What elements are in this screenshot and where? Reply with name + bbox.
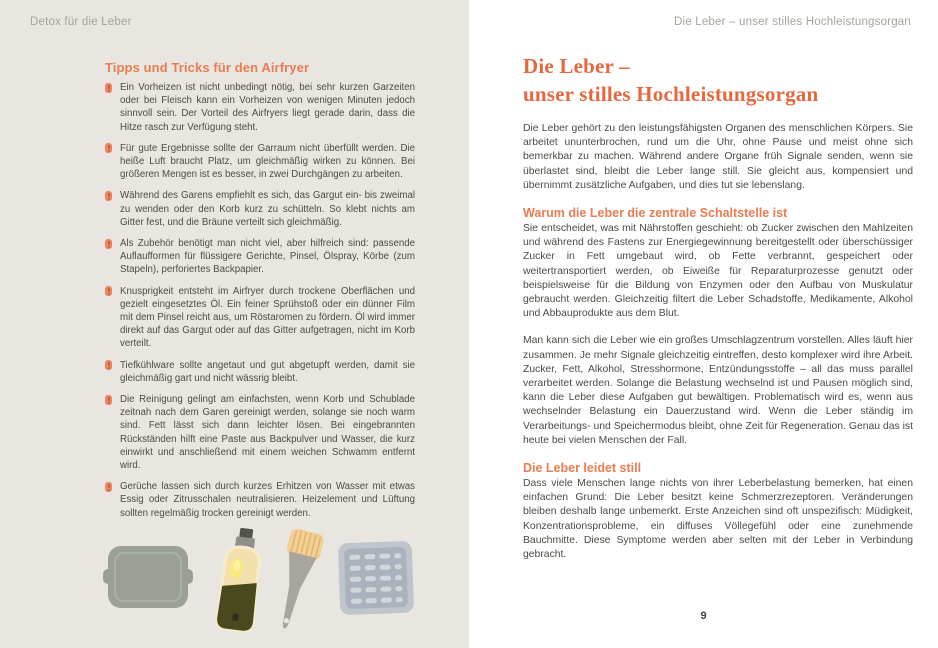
body-paragraph: Man kann sich die Leber wie ein großes Umschlagzentrum vorstellen. Alles läuft hier zusammen. Je mehr Signale gleichzeitig eintreffen, desto komplexer wird ihre Arbeit. Zucker, Fett, Alkohol, Stresshormone, Entzündungsstoffe – all das muss parallel verarbeitet werden. Solange die Belastung wechselnd ist und Pausen möglich sind, kann die Leber diese Aufgaben gut bewältigen. Problematisch wird es, wenn aus wechselnder Belastung ein Dauerzustand wird. Wenn die Leber ständig im Verarbeitungs- und Speichermodus bleibt, ohne Zeit für Regeneration. Genau das ist heute bei vielen Menschen der Fall. — [523, 335, 913, 446]
intro-paragraph: Die Leber gehört zu den leistungsfähigsten Organen des menschlichen Körpers. Sie arbeitet ununterbrochen, rund um die Uhr, ohne Pause und meist ohne sich bemerkbar zu machen. Während andere Organe früh Signale senden, wenn sie überlastet sind, bleibt die Leber lange still. Sie gleicht aus, kompensiert und übernimmt zusätzliche Aufgaben, und dies tut sie lebenslang. — [523, 123, 913, 191]
kitchen-tools-illustration — [97, 528, 419, 634]
exclamation-bullet-icon — [105, 83, 112, 93]
exclamation-bullet-icon — [105, 239, 112, 249]
tip-item — [105, 81, 415, 134]
exclamation-bullet-icon — [105, 143, 112, 153]
perforated-tray-icon — [338, 541, 414, 616]
tip-item — [105, 359, 415, 385]
right-running-header: Die Leber – unser stilles Hochleistungsorgan — [673, 16, 911, 28]
tip-text: Knusprigkeit entsteht im Airfryer durch trockene Oberflächen und gezielt eingesetztes Öl. Ein feiner Sprühstoß oder ein dünner Film mit dem Pinsel reicht aus, um Röstaromen zu fördern. Öl wird immer direkt auf das Gargut oder auf das Gitter aufgetragen, nicht im Korb verteilt. — [120, 285, 415, 350]
chapter-title — [523, 52, 913, 108]
body-paragraph: Dass viele Menschen lange nichts von ihrer Leberbelastung bemerken, hat einen einfachen Grund: Die Leber besitzt keine Schmerzrezeptoren. Veränderungen bleiben deshalb lange unbemerkt. Erste Anzeichen sind oft unspezifisch: Müdigkeit, Konzentrationsprobleme, ein diffuses Völlegefühl oder eine zunehmende Bauchmitte. Diese Symptome werden aber selten mit der Leber in Verbindung gebracht. — [523, 478, 913, 561]
tip-text: Als Zubehör benötigt man nicht viel, aber hilfreich sind: passende Auflaufformen für flüssigere Gerichte, Pinsel, Ölspray, Körbe (zum Stapeln), perforiertes Backpapier. — [120, 238, 415, 276]
exclamation-bullet-icon — [105, 191, 112, 201]
tip-item — [105, 189, 415, 229]
tip-text: Für gute Ergebnisse sollte der Garraum nicht überfüllt werden. Die heiße Luft braucht Platz, um gleichmäßig wirken zu können. Bei größeren Mengen ist es besser, in zwei Durchgängen zu arbeiten. — [120, 142, 415, 181]
left-running-header: Detox für die Leber — [30, 16, 132, 28]
tip-item — [105, 285, 415, 351]
tip-text: Während des Garens empfiehlt es sich, das Gargut ein- bis zweimal zu wenden oder den Korb kurz zu schütteln. So klebt nichts am Gitter fest, und die Bräune verteilt sich gleichmäßig. — [120, 190, 415, 228]
tip-text: Gerüche lassen sich durch kurzes Erhitzen von Wasser mit etwas Essig oder Zitrusschalen neutralisieren. Heizelement und Lüftung sollten regelmäßig trocken gereinigt werden. — [120, 481, 415, 519]
pastry-brush-icon — [269, 528, 325, 634]
tip-text: Die Reinigung gelingt am einfachsten, wenn Korb und Schublade zeitnah nach dem Garen gereinigt werden, solange sie noch warm sind. Fett lässt sich dann leichter lösen. Bei eingebrannten Rückständen hilft eine Paste aus Backpulver und Wasser, die kurz einwirkt und anschließend mit einem weichen Schwamm entfernt wird. — [120, 394, 415, 472]
body-paragraph: Sie entscheidet, was mit Nährstoffen geschieht: ob Zucker zwischen den Mahlzeiten und während des Fastens zur Energiegewinnung bereitgestellt oder überschüssiger Zucker in Fett umgebaut wird, ob Fette verbrannt, gespeichert oder weitertransportiert werden, ob Eiweiße für Reparaturprozesse genutzt oder beispielsweise für die Bildung von Enzymen oder den Aufbau von Muskulatur gebraucht werden. Gleichzeitig filtert die Leber Schadstoffe, Medikamente, Alkohol und Abbauprodukte aus dem Blut. — [523, 223, 913, 320]
tip-item — [105, 480, 415, 520]
exclamation-bullet-icon — [105, 286, 112, 296]
tip-item — [105, 142, 415, 182]
casserole-dish-icon — [103, 544, 193, 610]
right-page — [469, 0, 938, 648]
chapter-title-line2: unser stilles Hochleistungsorgan — [523, 82, 819, 106]
exclamation-bullet-icon — [105, 395, 112, 405]
oil-spray-bottle-icon — [205, 525, 275, 635]
chapter-title-line1: Die Leber – — [523, 54, 630, 78]
exclamation-bullet-icon — [105, 482, 112, 492]
exclamation-bullet-icon — [105, 360, 112, 370]
tips-list — [105, 81, 415, 520]
tips-section-title: Tipps und Tricks für den Airfryer — [105, 60, 310, 75]
tip-text: Ein Vorheizen ist nicht unbedingt nötig, bei sehr kurzen Garzeiten oder bei Fleisch kann ein Vorheizen von wenigen Minuten jedoch sinnvoll sein. Der Vorteil des Airfryers liegt gerade darin, dass die Hitze rasch zur Verfügung steht. — [120, 82, 415, 133]
tip-item — [105, 237, 415, 277]
subheading-schaltstelle: Warum die Leber die zentrale Schaltstelle ist — [523, 206, 788, 221]
tip-item — [105, 393, 415, 472]
right-content-column — [523, 52, 913, 575]
subheading-leidet-still: Die Leber leidet still — [523, 461, 642, 476]
tip-text: Tiefkühlware sollte angetaut und gut abgetupft werden, damit sie gleichmäßig gart und nicht wässrig bleibt. — [120, 359, 415, 384]
page-number: 9 — [700, 610, 707, 622]
left-content-column — [105, 60, 415, 634]
